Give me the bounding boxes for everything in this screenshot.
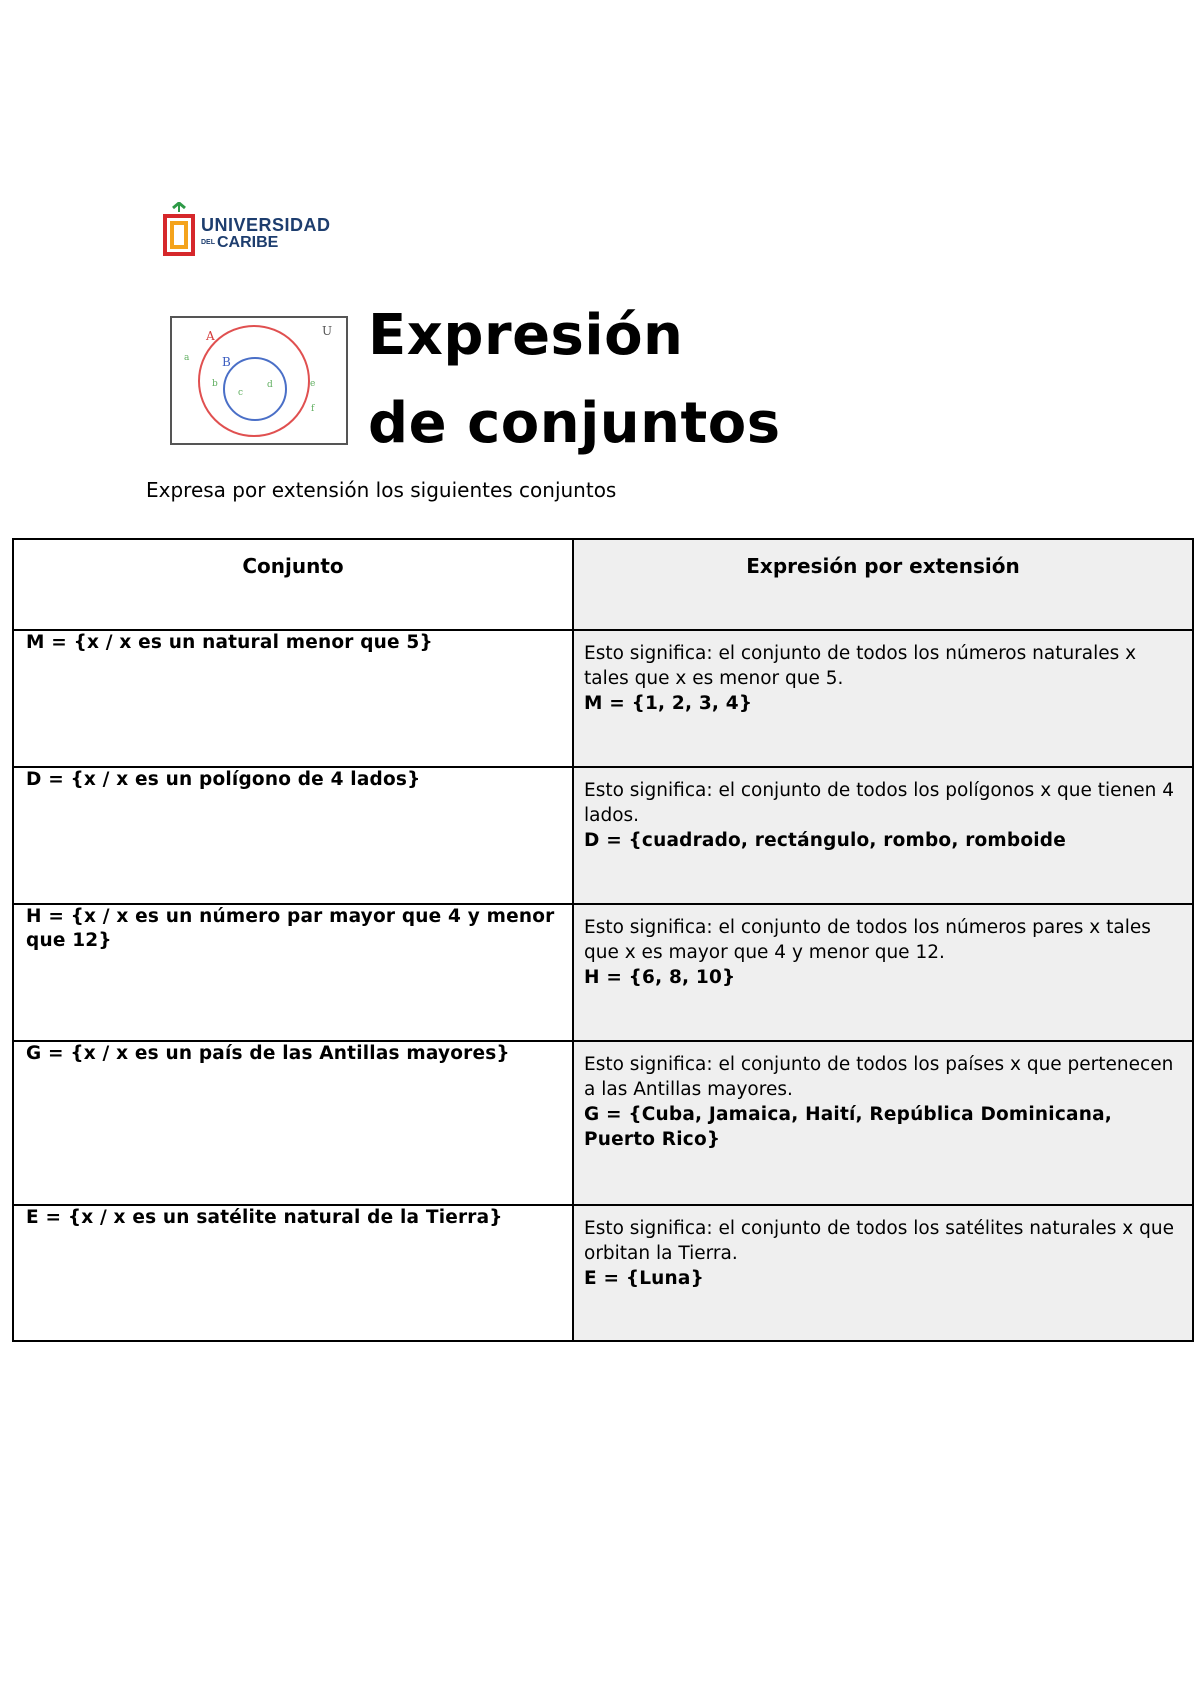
logo-del: DEL <box>201 239 215 246</box>
venn-element-label: d <box>267 380 273 390</box>
set-extension <box>573 1041 1193 1205</box>
venn-label-u: U <box>322 324 333 338</box>
table-row <box>13 630 1193 767</box>
set-extension <box>573 767 1193 904</box>
title-line1: Expresión <box>368 303 684 368</box>
column-header-extension: Expresión por extensión <box>573 539 1193 630</box>
venn-label-a: A <box>206 329 215 343</box>
table-row <box>13 904 1193 1041</box>
logo-emblem-icon <box>159 202 199 260</box>
title-line2: de conjuntos <box>368 391 781 456</box>
column-header-set: Conjunto <box>13 539 573 630</box>
set-answer: M = {1, 2, 3, 4} <box>584 693 753 714</box>
set-definition: M = {x / x es un natural menor que 5} <box>13 630 573 767</box>
set-answer: H = {6, 8, 10} <box>584 967 736 988</box>
venn-element-label: e <box>310 379 316 389</box>
set-explanation: Esto significa: el conjunto de todos los números pares x tales que x es mayor que 4 y menor que 12. <box>584 917 1151 963</box>
venn-element-label: b <box>212 379 218 389</box>
table-row <box>13 1041 1193 1205</box>
set-extension <box>573 630 1193 767</box>
instruction-text: Expresa por extensión los siguientes conjuntos <box>146 478 617 502</box>
venn-diagram <box>170 316 348 445</box>
venn-element-label: f <box>311 404 315 414</box>
university-logo <box>159 202 345 262</box>
set-answer: G = {Cuba, Jamaica, Haití, República Dominicana, Puerto Rico} <box>584 1104 1112 1150</box>
sets-table <box>12 538 1194 1342</box>
set-explanation: Esto significa: el conjunto de todos los satélites naturales x que orbitan la Tierra. <box>584 1218 1174 1264</box>
set-definition: G = {x / x es un país de las Antillas mayores} <box>13 1041 573 1205</box>
venn-element-label: a <box>184 353 190 363</box>
venn-label-b: B <box>222 355 231 369</box>
set-extension <box>573 1205 1193 1341</box>
set-answer: D = {cuadrado, rectángulo, rombo, romboide <box>584 830 1066 851</box>
page-title <box>368 292 781 468</box>
set-explanation: Esto significa: el conjunto de todos los países x que pertenecen a las Antillas mayores. <box>584 1054 1174 1100</box>
logo-line2: CARIBE <box>217 234 279 251</box>
set-explanation: Esto significa: el conjunto de todos los polígonos x que tienen 4 lados. <box>584 780 1175 826</box>
table-header-row <box>13 539 1193 630</box>
set-definition: E = {x / x es un satélite natural de la Tierra} <box>13 1205 573 1341</box>
set-answer: E = {Luna} <box>584 1268 704 1289</box>
set-definition: H = {x / x es un número par mayor que 4 y menor que 12} <box>13 904 573 1041</box>
table-row <box>13 767 1193 904</box>
table-row <box>13 1205 1193 1341</box>
logo-line1: UNIVERSIDAD <box>201 215 331 235</box>
set-explanation: Esto significa: el conjunto de todos los números naturales x tales que x es menor que 5. <box>584 643 1137 689</box>
set-definition: D = {x / x es un polígono de 4 lados} <box>13 767 573 904</box>
logo-wordmark <box>201 216 331 251</box>
set-extension <box>573 904 1193 1041</box>
venn-element-label: c <box>238 388 244 398</box>
